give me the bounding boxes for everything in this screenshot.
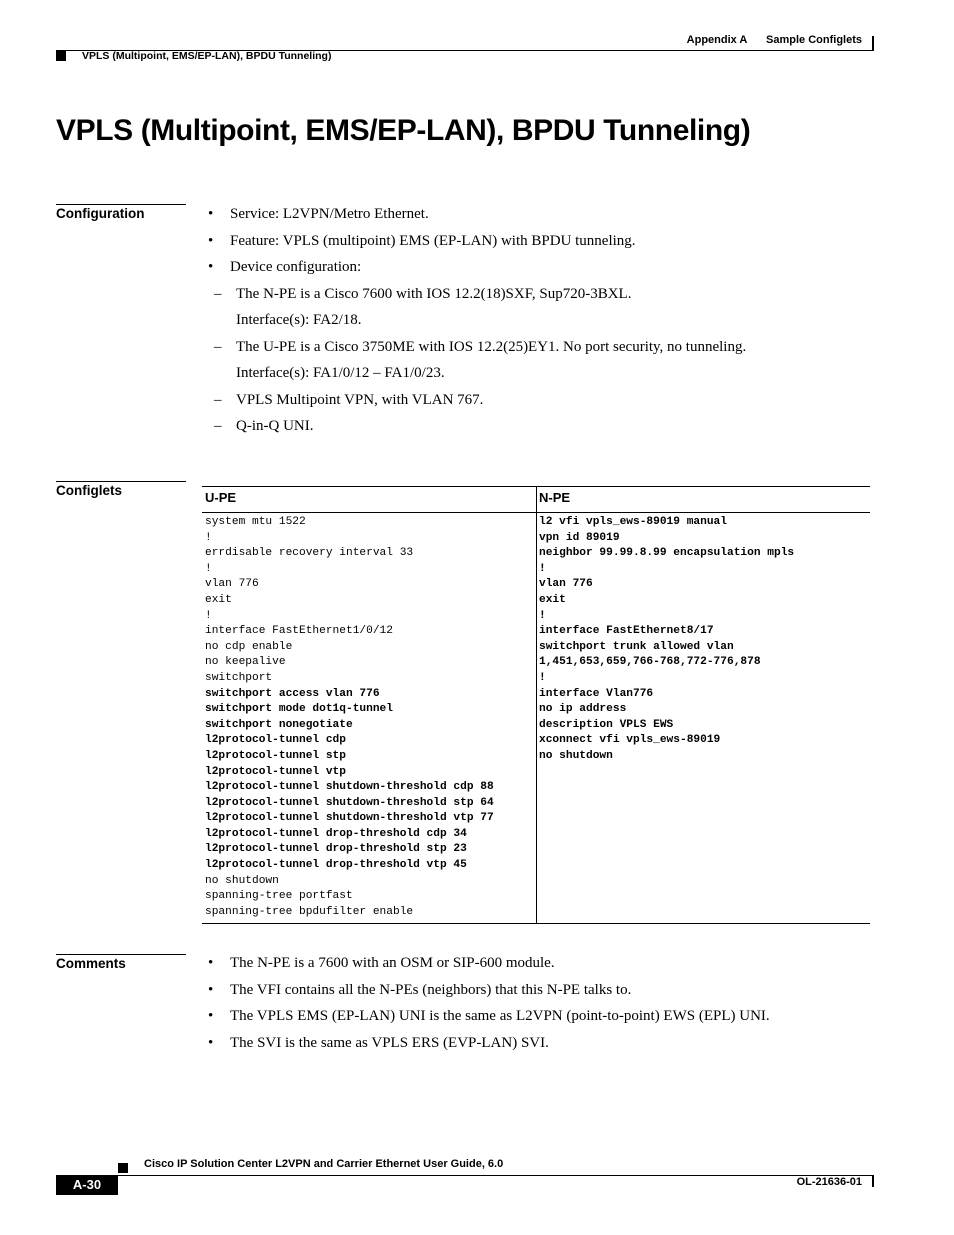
upe-code-line: exit	[205, 593, 232, 606]
upe-code-line: l2protocol-tunnel stp	[205, 749, 346, 762]
npe-code-line: interface FastEthernet8/17	[539, 625, 714, 638]
list-item: • The VFI contains all the N-PEs (neighbors) that this N-PE talks to.	[208, 981, 632, 998]
upe-code-line: interface FastEthernet1/0/12	[205, 625, 393, 638]
footer-book-title: Cisco IP Solution Center L2VPN and Carrier Ethernet User Guide, 6.0	[144, 1158, 504, 1170]
upe-code-line: l2protocol-tunnel shutdown-threshold cdp 88	[205, 781, 494, 794]
page-title: VPLS (Multipoint, EMS/EP-LAN), BPDU Tunneling)	[56, 114, 751, 147]
header-vertical-bar	[872, 36, 874, 50]
configlets-table	[202, 486, 870, 924]
running-header-title: VPLS (Multipoint, EMS/EP-LAN), BPDU Tunneling)	[82, 50, 332, 62]
list-item: • The SVI is the same as VPLS ERS (EVP-LAN) SVI.	[208, 1034, 549, 1051]
configuration-list	[208, 204, 746, 443]
upe-code-line: no cdp enable	[205, 640, 293, 653]
upe-code-line: !	[205, 609, 212, 622]
upe-code-line: l2protocol-tunnel drop-threshold cdp 34	[205, 827, 467, 840]
upe-code-line: switchport nonegotiate	[205, 718, 353, 731]
upe-code-line: l2protocol-tunnel cdp	[205, 734, 346, 747]
comments-list	[208, 953, 770, 1059]
sub-list-item: – The N-PE is a Cisco 7600 with IOS 12.2(18)SXF, Sup720-3BXL.	[214, 285, 632, 302]
header-square-marker	[56, 51, 66, 61]
configlets-rule	[56, 481, 186, 482]
sub-list-item: – Q-in-Q UNI.	[214, 418, 314, 434]
upe-code-line: spanning-tree bpdufilter enable	[205, 905, 414, 918]
npe-configlet	[539, 515, 794, 765]
list-item: • The VPLS EMS (EP-LAN) UNI is the same as L2VPN (point-to-point) EWS (EPL) UNI.	[208, 1008, 770, 1024]
upe-column-header: U-PE	[205, 490, 237, 505]
configuration-rule	[56, 204, 186, 205]
npe-code-line: no shutdown	[539, 749, 613, 762]
npe-code-line: !	[539, 562, 546, 575]
list-item: • Device configuration: – The N-PE is a Cisco 7600 with IOS 12.2(18)SXF, Sup720-3BXL. Interface(s): FA2/18. – The U-PE is a Cisco 3750ME with IOS 12.2(25)EY1. No port security, no tunneling. Interface(s): FA1/0/12 – FA1/0/23. – VPLS Multipoint VPN, with VLAN 767. – Q-in-Q UNI.	[208, 257, 746, 443]
comments-rule	[56, 954, 186, 955]
sub-list-item: – The U-PE is a Cisco 3750ME with IOS 12.2(25)EY1. No port security, no tunneling.	[214, 338, 747, 355]
npe-code-line: interface Vlan776	[539, 687, 654, 700]
npe-code-line: description VPLS EWS	[539, 718, 674, 731]
list-item: • Feature: VPLS (multipoint) EMS (EP-LAN) with BPDU tunneling.	[208, 232, 636, 249]
npe-code-line: l2 vfi vpls_ews-89019 manual	[539, 516, 727, 528]
npe-code-line: !	[539, 671, 546, 684]
sub-list-continuation: Interface(s): FA1/0/12 – FA1/0/23.	[236, 365, 445, 381]
npe-code-line: no ip address	[539, 703, 627, 716]
upe-code-line: l2protocol-tunnel vtp	[205, 765, 346, 778]
upe-code-line: l2protocol-tunnel shutdown-threshold stp 64	[205, 796, 494, 809]
upe-code-line: switchport access vlan 776	[205, 687, 380, 700]
configlets-label: Configlets	[56, 483, 122, 498]
sub-list-item: – VPLS Multipoint VPN, with VLAN 767.	[214, 391, 484, 408]
table-column-divider	[536, 486, 537, 924]
npe-code-line: neighbor 99.99.8.99 encapsulation mpls	[539, 547, 795, 560]
npe-code-line: switchport trunk allowed vlan	[539, 640, 734, 653]
upe-code-line: system mtu 1522	[205, 516, 306, 528]
footer-rule	[56, 1175, 874, 1176]
npe-code-line: vpn id 89019	[539, 531, 620, 544]
upe-code-line: l2protocol-tunnel shutdown-threshold vtp 77	[205, 812, 494, 825]
upe-code-line: vlan 776	[205, 578, 259, 591]
upe-code-line: no shutdown	[205, 874, 279, 887]
upe-code-line: switchport mode dot1q-tunnel	[205, 703, 393, 716]
header-appendix: Appendix A	[686, 34, 747, 46]
header-section: Sample Configlets	[766, 34, 862, 46]
running-header-right	[687, 34, 862, 46]
npe-code-line: exit	[539, 593, 566, 606]
configuration-label: Configuration	[56, 206, 145, 221]
upe-code-line: switchport	[205, 671, 273, 684]
upe-code-line: !	[205, 531, 212, 544]
npe-code-line: vlan 776	[539, 578, 593, 591]
comments-label: Comments	[56, 956, 126, 971]
footer-doc-number: OL-21636-01	[796, 1176, 862, 1188]
list-item: • Service: L2VPN/Metro Ethernet.	[208, 206, 429, 222]
npe-code-line: 1,451,653,659,766-768,772-776,878	[539, 656, 761, 669]
upe-code-line: no keepalive	[205, 656, 286, 669]
page-number: A-30	[56, 1175, 118, 1195]
npe-column-header: N-PE	[539, 490, 571, 505]
npe-code-line: !	[539, 609, 546, 622]
sub-list-continuation: Interface(s): FA2/18.	[236, 312, 362, 328]
list-item: • The N-PE is a 7600 with an OSM or SIP-600 module.	[208, 955, 555, 971]
upe-code-line: l2protocol-tunnel drop-threshold stp 23	[205, 843, 467, 856]
upe-code-line: errdisable recovery interval 33	[205, 547, 414, 560]
upe-code-line: l2protocol-tunnel drop-threshold vtp 45	[205, 859, 467, 872]
npe-code-line: xconnect vfi vpls_ews-89019	[539, 734, 721, 747]
footer-square-marker	[118, 1163, 128, 1173]
upe-code-line: !	[205, 562, 212, 575]
upe-configlet	[205, 515, 494, 920]
footer-vertical-bar	[872, 1175, 874, 1187]
upe-code-line: spanning-tree portfast	[205, 890, 353, 903]
